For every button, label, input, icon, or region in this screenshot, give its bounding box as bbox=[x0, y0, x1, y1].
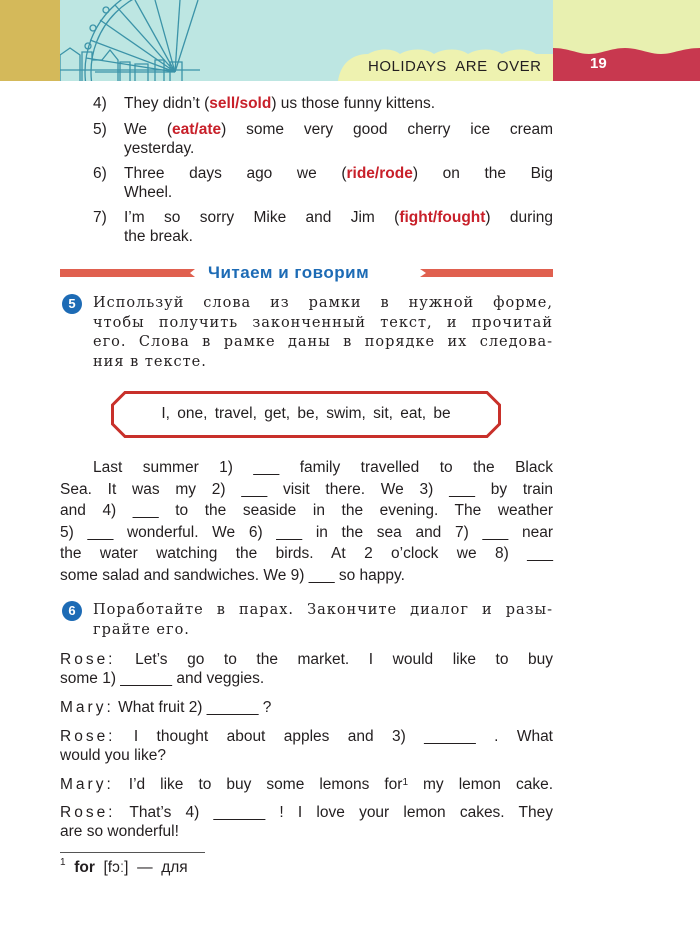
exercise-number-badge: 6 bbox=[62, 601, 82, 621]
verb-choice: fight/fought bbox=[399, 209, 486, 226]
section-title: Читаем и говорим bbox=[202, 263, 375, 283]
exercise-item bbox=[93, 120, 553, 158]
unit-title: HOLIDAYS ARE OVER bbox=[368, 58, 542, 75]
dialogue-line: Mary: What fruit 2) ______ ? bbox=[60, 699, 272, 716]
speaker-name: Rose: bbox=[60, 804, 116, 821]
dialogue-line: Rose: I thought about apples and 3) ______ . What would you like? bbox=[60, 728, 553, 764]
verb-choice: eat/ate bbox=[171, 121, 222, 138]
footnote-number: 1 bbox=[60, 857, 66, 868]
exercise-item bbox=[93, 164, 553, 202]
exercise-5-instruction: Используй слова из рамки в нужной форме, чтобы получить законченный текст, и прочитай его. Слова в рамке даны в порядке их следова- ния в тексте. bbox=[93, 295, 553, 370]
exercise-number-badge: 5 bbox=[62, 294, 82, 314]
item-text-continued: yesterday. bbox=[124, 140, 195, 157]
item-number: 7) bbox=[93, 209, 107, 226]
ferris-wheel-illustration bbox=[60, 0, 200, 81]
speaker-name: Rose: bbox=[60, 651, 116, 668]
page-number: 19 bbox=[590, 55, 607, 72]
item-text-continued: Wheel. bbox=[124, 184, 173, 201]
word-box-words: I, one, travel, get, be, swim, sit, eat, be bbox=[161, 405, 451, 422]
item-text: They didn’t (sell/sold) us those funny kittens. bbox=[124, 95, 436, 112]
footnote-word: for bbox=[74, 859, 95, 876]
speaker-name: Mary: bbox=[60, 699, 114, 716]
item-number: 4) bbox=[93, 95, 107, 112]
page-header bbox=[0, 0, 700, 81]
gold-margin-strip bbox=[0, 0, 60, 81]
exercise-6-instruction: Поработайте в парах. Закончите диалог и разы- грайте его. bbox=[93, 602, 553, 638]
footnote-rule bbox=[60, 852, 205, 853]
item-number: 5) bbox=[93, 121, 107, 138]
footnote-translation: для bbox=[161, 859, 188, 876]
item-number: 6) bbox=[93, 165, 107, 182]
item-text: Three days ago we (ride/rode) on the Big bbox=[124, 165, 553, 182]
dialogue-line: Rose: That’s 4) ______ ! I love your lemon cakes. They are so wonderful! bbox=[60, 804, 553, 840]
speaker-name: Mary: bbox=[60, 776, 114, 793]
item-text: I’m so sorry Mike and Jim (fight/fought) during bbox=[124, 209, 554, 226]
dialogue-line: Rose: Let’s go to the market. I would like to buy some 1) ______ and veggies. bbox=[60, 651, 554, 687]
verb-choice: sell/sold bbox=[209, 95, 272, 112]
item-text: We (eat/ate) some very good cherry ice cream bbox=[124, 121, 553, 138]
page-number-tab bbox=[553, 48, 700, 81]
exercise-5-text: Last summer 1) ___ family travelled to the Black Sea. It was my 2) ___ visit there. We 3) ___ by train and 4) ___ to the seaside in the evening. The weather 5) ___ wonderful. We 6) ___ in the sea and 7) ___ near the water watching the birds. At 2 o’clock we 8) ___ some salad and sandwiches. We 9) ___ so happy. bbox=[60, 459, 553, 584]
footnote-transcription: [fɔː] bbox=[103, 859, 129, 876]
footnote: $^1$ for [fɔː] — для bbox=[60, 857, 188, 876]
footnote-marker: 1 bbox=[402, 777, 408, 788]
exercise-item bbox=[93, 208, 553, 246]
speaker-name: Rose: bbox=[60, 728, 116, 745]
verb-choice: ride/rode bbox=[346, 165, 413, 182]
item-text-continued: the break. bbox=[124, 228, 193, 245]
dialogue-line: Mary: I’d like to buy some lemons for$^1$ my lemon cake. bbox=[60, 776, 553, 793]
